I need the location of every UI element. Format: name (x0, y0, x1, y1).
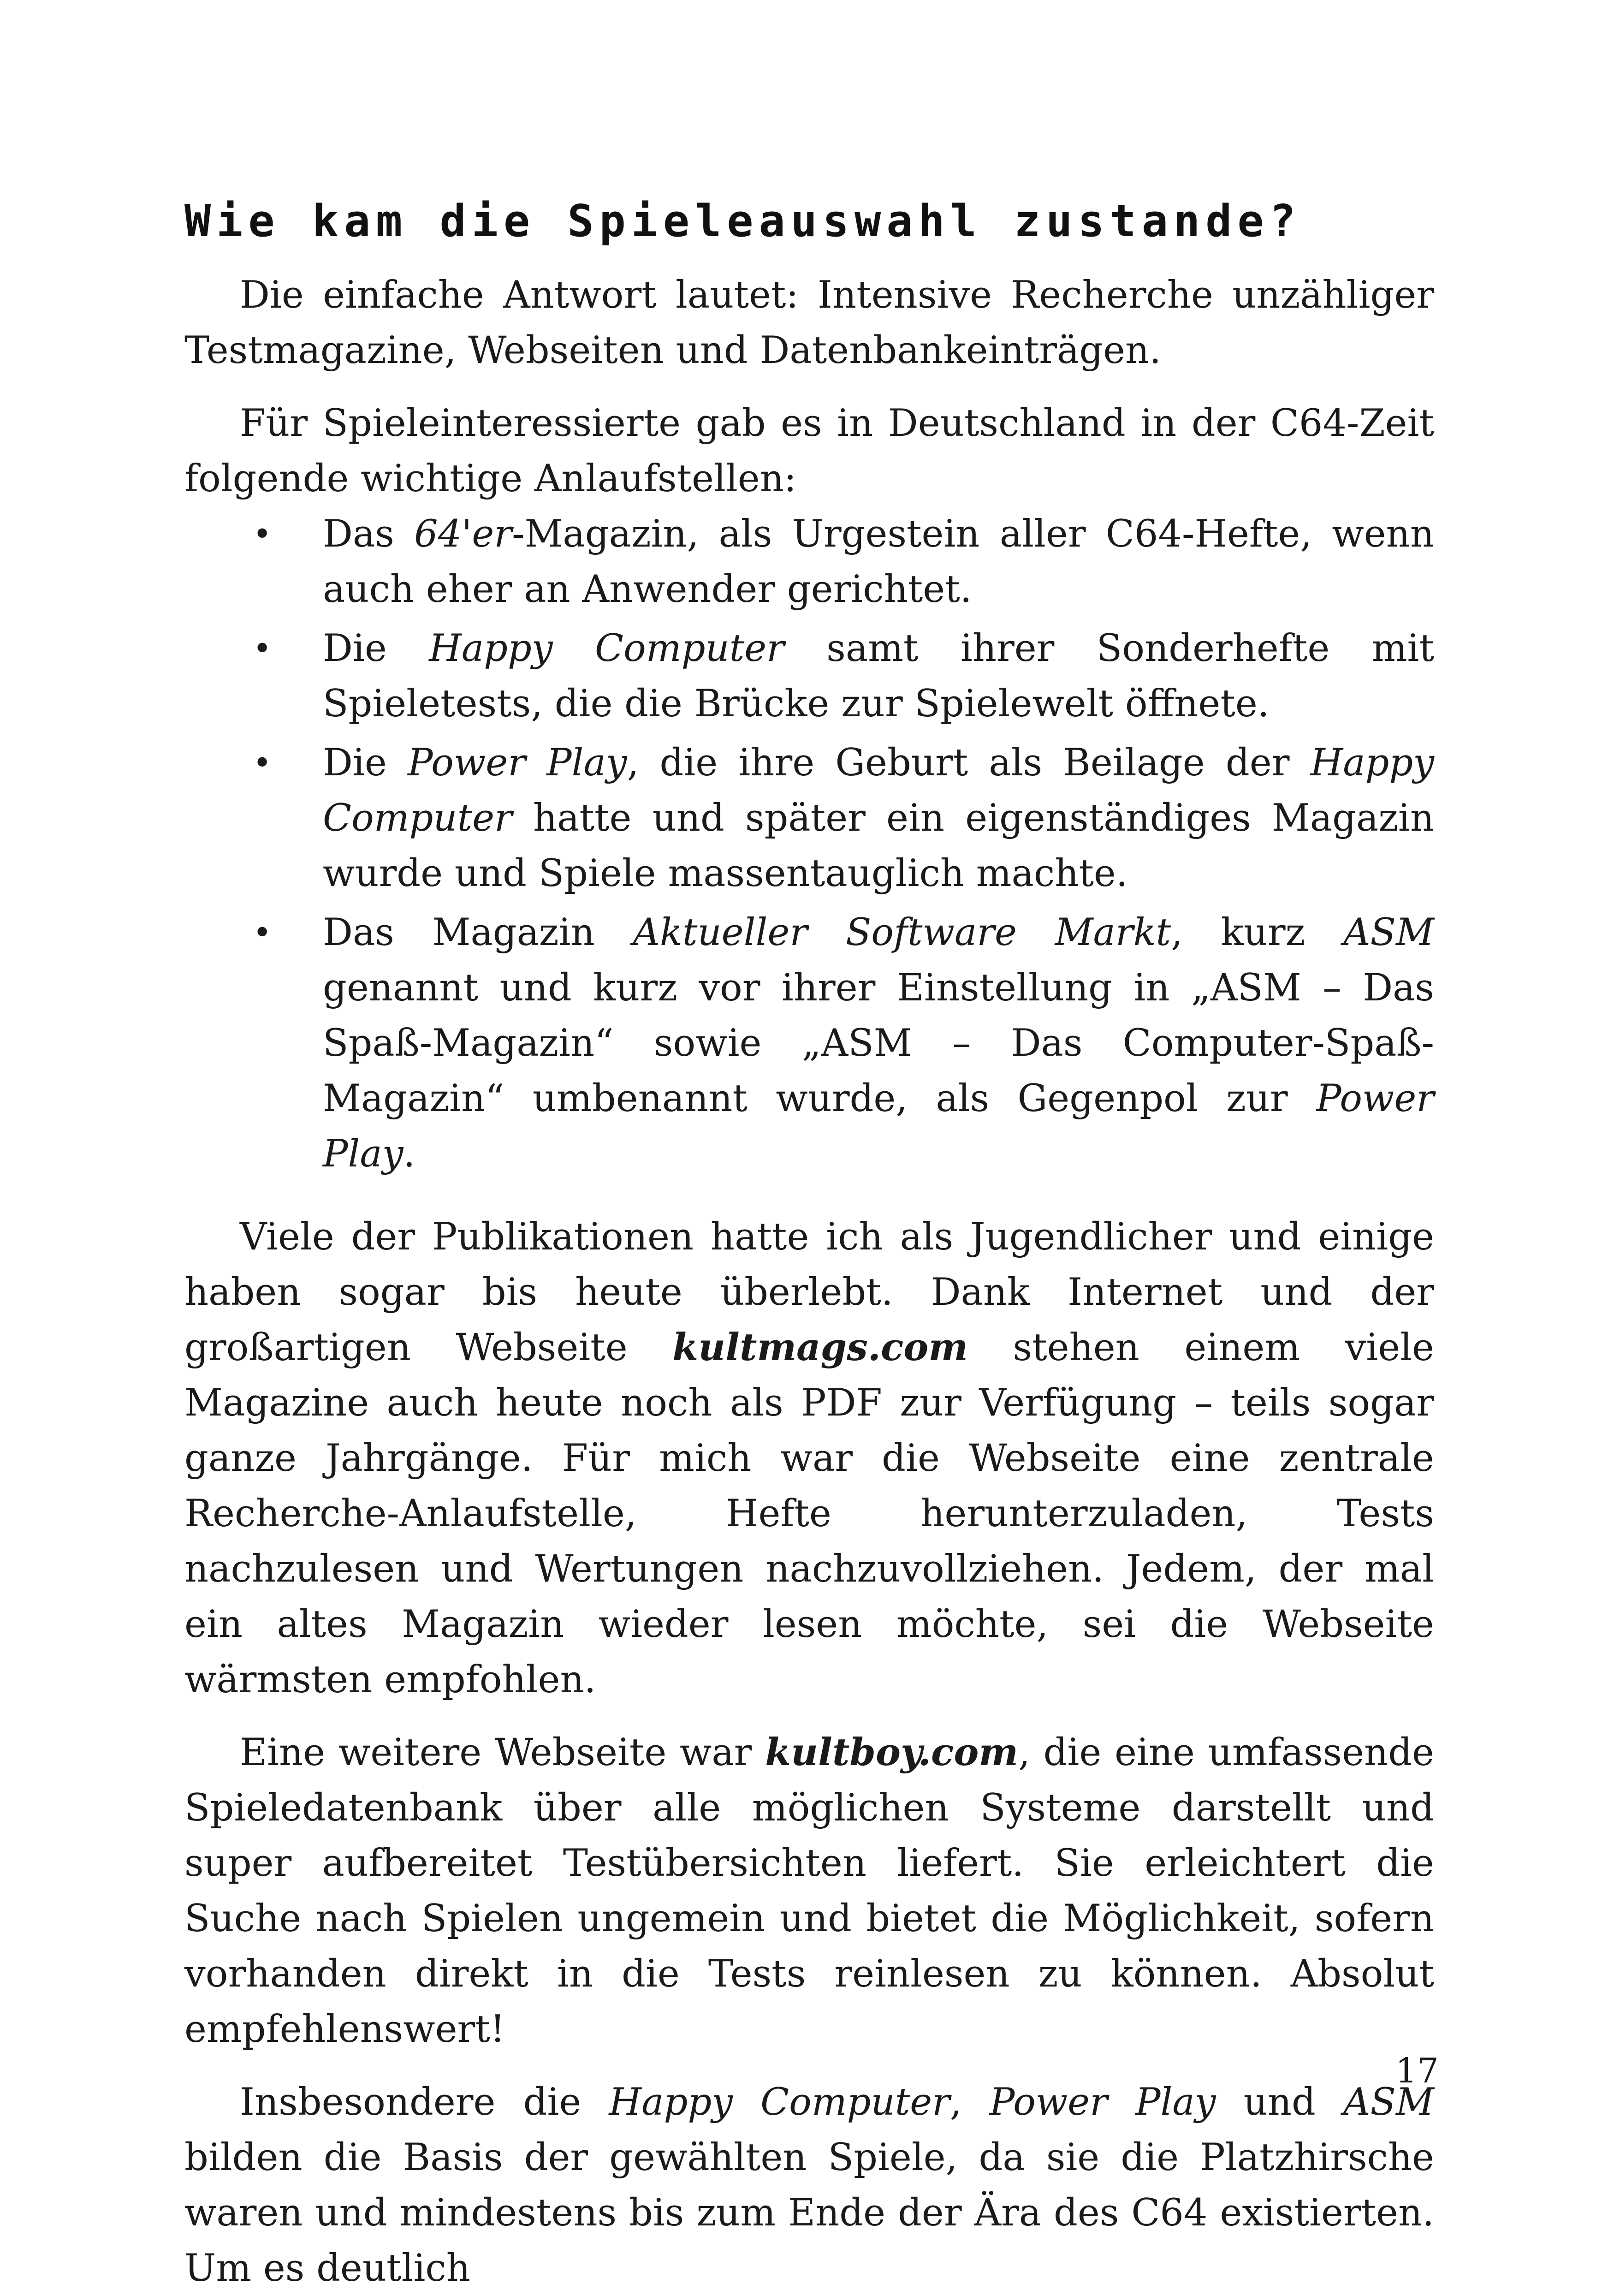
magazine-title: ASM (1343, 911, 1434, 954)
paragraph-text: , (949, 2081, 990, 2124)
paragraph-text: Insbesondere die (240, 2081, 609, 2124)
paragraph-intro: Die einfache Antwort lautet: Intensive Recherche unzähliger Testmagazine, Webseiten und Datenbankeinträgen. (184, 274, 1434, 372)
list-item-text: Die (323, 627, 429, 670)
magazine-title: Happy Computer (609, 2081, 950, 2124)
section-heading: Wie kam die Spieleauswahl zustande? (184, 196, 1301, 247)
list-item-text: , kurz (1171, 911, 1344, 954)
magazine-title: ASM (1343, 2081, 1434, 2124)
list-item-text: Das Magazin (323, 911, 633, 954)
list-item-text: -Magazin, als Urgestein aller C64-Hefte, wenn auch eher an Anwender gerichtet. (323, 512, 1434, 611)
list-item-text: samt ihrer Sonderhefte mit Spieletests, die die Brücke zur Spielewelt öffnete. (323, 627, 1434, 726)
bullet-icon: • (253, 914, 272, 952)
magazine-title: Happy Computer (429, 627, 784, 670)
body-text (184, 268, 1434, 2296)
website-name: kultboy.com (765, 1731, 1019, 1774)
list-item-text: . (403, 1132, 415, 1176)
list-item-text: genannt und kurz vor ihrer Einstellung in „ASM – Das Spaß-Magazin“ sowie „ASM – Das Computer-Spaß-Magazin“ umbenannt wurde, als Gegenpol zur (323, 966, 1434, 1120)
paragraph-text: , die eine umfassende Spieledatenbank über alle möglichen Systeme darstellt und super aufbereitet Testübersichten liefert. Sie erleichtert die Suche nach Spielen ungemein und bietet die Möglichkeit, sofern vorhanden direkt in die Tests reinlesen zu können. Absolut empfehlenswert! (184, 1731, 1434, 2051)
paragraph-text: Viele der Publikationen hatte ich als Jugendlicher und einige haben sogar bis heute überlebt. Dank Internet und der großartigen Webseite (184, 1215, 1434, 1369)
list-item-text: Das (323, 512, 415, 556)
magazine-list (184, 506, 1434, 1182)
paragraph-text: bilden die Basis der gewählten Spiele, da sie die Platzhirsche waren und mindestens bis zum Ende der Ära des C64 existierten. Um es deutlich (184, 2136, 1434, 2290)
paragraph-text: Eine weitere Webseite war (240, 1731, 765, 1774)
bullet-icon: • (253, 744, 272, 782)
list-item (184, 735, 1434, 901)
magazine-title: Power Play (323, 1077, 1434, 1176)
paragraph-selection-basis (184, 2075, 1434, 2296)
list-item-text: Die (323, 741, 408, 785)
paragraph-text: stehen einem viele Magazine auch heute noch als PDF zur Verfügung – teils sogar ganze Jahrgänge. Für mich war die Webseite eine zentrale Recherche-Anlaufstelle, Hefte herunterzuladen, Tests nachzulesen und Wertungen nachzuvollziehen. Jedem, der mal ein altes Magazin wieder lesen möchte, sei die Webseite wärmsten empfohlen. (184, 1326, 1434, 1701)
website-name: kultmags.com (672, 1326, 968, 1369)
page-content (184, 194, 1435, 2290)
list-item-text: , die ihre Geburt als Beilage der (627, 741, 1311, 785)
magazine-title: Power Play (989, 2081, 1216, 2124)
paragraph-kultmags (184, 1209, 1434, 1707)
paragraph-kultboy (184, 1725, 1434, 2057)
bullet-icon: • (253, 630, 272, 667)
list-item (184, 506, 1434, 617)
list-item (184, 905, 1434, 1182)
page-number: 17 (1395, 2051, 1439, 2091)
magazine-title: Power Play (407, 741, 627, 785)
list-item-text: hatte und später ein eigenständiges Magazin wurde und Spiele massentauglich machte. (323, 797, 1434, 895)
magazine-title: Happy Computer (323, 741, 1435, 840)
list-item (184, 621, 1434, 732)
paragraph-text: und (1216, 2081, 1344, 2124)
bullet-icon: • (253, 515, 272, 553)
paragraph-list-intro: Für Spieleinteressierte gab es in Deutschland in der C64-Zeit folgende wichtige Anlaufstellen: (184, 402, 1434, 500)
magazine-title: 64'er (414, 512, 512, 556)
magazine-title: Aktueller Software Markt (633, 911, 1171, 954)
